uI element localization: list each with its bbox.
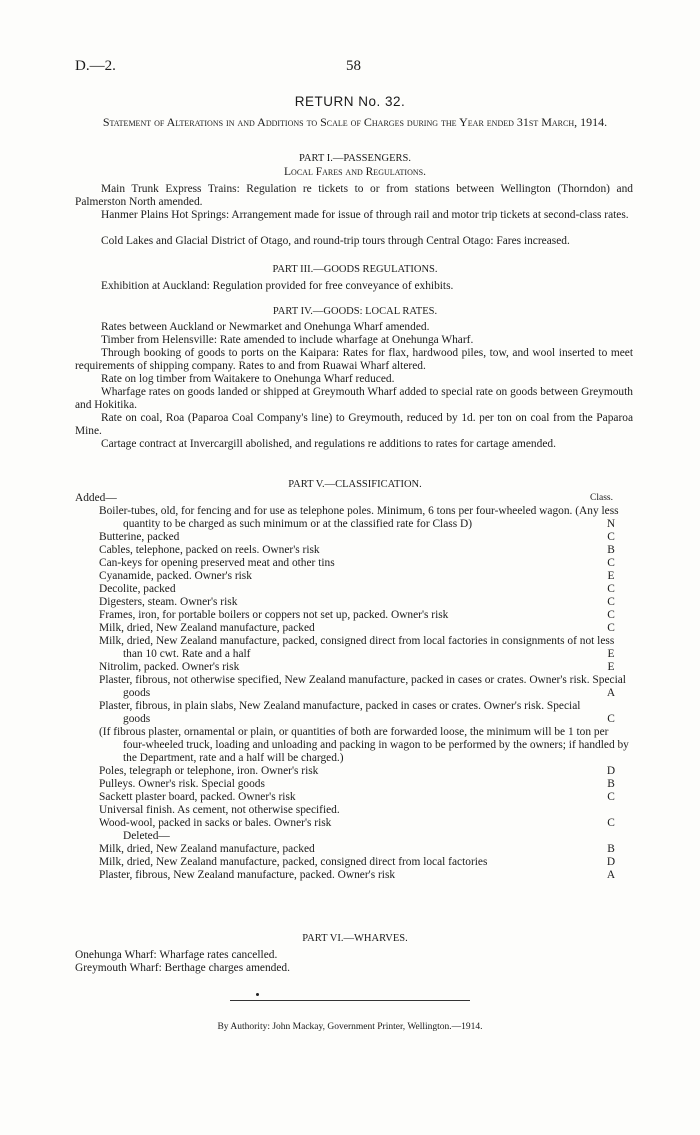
item-class: C bbox=[607, 557, 615, 569]
added-item bbox=[75, 609, 630, 622]
item-description: Nitrolim, packed. Owner's risk bbox=[99, 661, 240, 673]
item-description: Milk, dried, New Zealand manufacture, packed bbox=[99, 622, 315, 634]
part4-para-7: Cartage contract at Invercargill abolished, and regulations re additions to rates for cartage amended. bbox=[101, 438, 556, 450]
page-number: 58 bbox=[346, 58, 361, 74]
added-items bbox=[75, 505, 630, 830]
added-item bbox=[75, 557, 630, 570]
item-class: C bbox=[607, 609, 615, 621]
item-description: Milk, dried, New Zealand manufacture, packed bbox=[99, 843, 315, 855]
document-reference: D.—2. bbox=[75, 58, 116, 74]
classification-list bbox=[75, 505, 630, 882]
item-class: D bbox=[606, 856, 616, 868]
deleted-items bbox=[75, 843, 630, 882]
item-class: C bbox=[607, 596, 615, 608]
item-description: Boiler-tubes, old, for fencing and for use as telephone poles. Minimum, 6 tons per four-wheeled wagon. (Any less quantity to be charged as such minimum or at the classified rate for Class D) bbox=[99, 505, 619, 530]
part4-para-5: Wharfage rates on goods landed or shipped at Greymouth Wharf added to special rate on goods between Greymouth and Hokitika. bbox=[75, 386, 633, 411]
part1-para-3: Cold Lakes and Glacial District of Otago, and round-trip tours through Central Otago: Fares increased. bbox=[101, 235, 570, 247]
item-class: E bbox=[607, 661, 615, 673]
added-item bbox=[75, 778, 630, 791]
added-item bbox=[75, 661, 630, 674]
item-class: B bbox=[607, 544, 615, 556]
item-description: Plaster, fibrous, not otherwise specified, New Zealand manufacture, packed in cases or crates. Owner's risk. Special goods bbox=[99, 674, 626, 699]
item-description: Cables, telephone, packed on reels. Owner's risk bbox=[99, 544, 320, 556]
item-class: C bbox=[607, 531, 615, 543]
added-item bbox=[75, 726, 630, 765]
item-description: (If fibrous plaster, ornamental or plain, or quantities of both are forwarded loose, the minimum will be 1 ton per four-wheeled truck, loading and unloading and packing in wagon to be performed by the owners; if handled by the Department, rate and a half will be charged.) bbox=[99, 726, 629, 764]
deleted-item bbox=[75, 869, 630, 882]
part3-heading: PART III.—GOODS REGULATIONS. bbox=[272, 264, 438, 275]
item-class: C bbox=[607, 713, 615, 725]
part1-subheading: Local Fares and Regulations. bbox=[284, 166, 426, 178]
added-item bbox=[75, 700, 630, 726]
item-description: Wood-wool, packed in sacks or bales. Owner's risk bbox=[99, 817, 332, 829]
deleted-item bbox=[75, 856, 630, 869]
part1-para-1: Main Trunk Express Trains: Regulation re tickets to or from stations between Wellington (Thorndon) and Palmerston North amended. bbox=[75, 183, 633, 208]
part4-para-4: Rate on log timber from Waitakere to Onehunga Wharf reduced. bbox=[101, 373, 395, 385]
item-description: Plaster, fibrous, New Zealand manufacture, packed. Owner's risk bbox=[99, 869, 396, 881]
return-title: RETURN No. 32. bbox=[294, 94, 406, 109]
item-class: E bbox=[607, 570, 615, 582]
deleted-item bbox=[75, 843, 630, 856]
item-description: Can-keys for opening preserved meat and other tins bbox=[99, 557, 335, 569]
ornament-dot bbox=[256, 993, 259, 996]
added-item bbox=[75, 544, 630, 557]
printer-imprint: By Authority: John Mackay, Government Printer, Wellington.—1914. bbox=[217, 1022, 483, 1032]
part1-para-2: Hanmer Plains Hot Springs: Arrangement made for issue of through rail and motor trip tickets at second-class rates. bbox=[101, 209, 629, 221]
deleted-label: Deleted— bbox=[123, 830, 170, 842]
item-description: Butterine, packed bbox=[99, 531, 180, 543]
item-description: Decolite, packed bbox=[99, 583, 176, 595]
added-item bbox=[75, 505, 630, 531]
part6-heading: PART VI.—WHARVES. bbox=[302, 933, 408, 944]
part3-para-1: Exhibition at Auckland: Regulation provided for free conveyance of exhibits. bbox=[101, 280, 454, 292]
wharf-line-1: Onehunga Wharf: Wharfage rates cancelled. bbox=[75, 949, 278, 961]
item-class: D bbox=[606, 765, 616, 777]
item-class: C bbox=[607, 817, 615, 829]
wharf-line-2: Greymouth Wharf: Berthage charges amended. bbox=[75, 962, 290, 974]
item-class: N bbox=[606, 518, 616, 530]
item-description: Frames, iron, for portable boilers or coppers not set up, packed. Owner's risk bbox=[99, 609, 449, 621]
item-description: Poles, telegraph or telephone, iron. Owner's risk bbox=[99, 765, 319, 777]
part1-heading: PART I.—PASSENGERS. bbox=[299, 153, 411, 164]
item-description: Universal finish. As cement, not otherwise specified. bbox=[99, 804, 340, 816]
return-subtitle: Statement of Alterations in and Additions to Scale of Charges during the Year ended 31st March, 1914. bbox=[102, 115, 608, 129]
item-description: Plaster, fibrous, in plain slabs, New Zealand manufacture, packed in cases or crates. Owner's risk. Special goods bbox=[99, 700, 581, 725]
item-description: Digesters, steam. Owner's risk bbox=[99, 596, 238, 608]
item-class: B bbox=[607, 843, 615, 855]
added-item bbox=[75, 570, 630, 583]
added-item bbox=[75, 531, 630, 544]
added-item bbox=[75, 583, 630, 596]
item-description: Milk, dried, New Zealand manufacture, packed, consigned direct from local factories bbox=[99, 856, 488, 868]
item-class: A bbox=[606, 687, 616, 699]
item-class: C bbox=[607, 791, 615, 803]
added-item bbox=[75, 596, 630, 609]
item-description: Cyanamide, packed. Owner's risk bbox=[99, 570, 252, 582]
item-class: C bbox=[607, 622, 615, 634]
added-item bbox=[75, 622, 630, 635]
class-column-header: Class. bbox=[590, 493, 613, 503]
part4-para-6: Rate on coal, Roa (Paparoa Coal Company's line) to Greymouth, reduced by 1d. per ton on coal from the Paparoa Mine. bbox=[75, 412, 633, 437]
added-item bbox=[75, 674, 630, 700]
added-item bbox=[75, 791, 630, 804]
part5-heading: PART V.—CLASSIFICATION. bbox=[288, 479, 422, 490]
footer-rule bbox=[230, 1000, 470, 1001]
added-item bbox=[75, 635, 630, 661]
added-item bbox=[75, 765, 630, 778]
part4-para-2: Timber from Helensville: Rate amended to include wharfage at Onehunga Wharf. bbox=[101, 334, 474, 346]
item-description: Sackett plaster board, packed. Owner's risk bbox=[99, 791, 296, 803]
item-description: Pulleys. Owner's risk. Special goods bbox=[99, 778, 265, 790]
added-label: Added— bbox=[75, 492, 117, 504]
part4-heading: PART IV.—GOODS: LOCAL RATES. bbox=[272, 306, 438, 317]
item-description: Milk, dried, New Zealand manufacture, packed, consigned direct from local factories in consignments of not less than 10 cwt. Rate and a half bbox=[99, 635, 615, 660]
added-item bbox=[75, 817, 630, 830]
item-class: B bbox=[607, 778, 615, 790]
added-item bbox=[75, 804, 630, 817]
item-class: C bbox=[607, 583, 615, 595]
item-class: E bbox=[607, 648, 615, 660]
part4-para-3: Through booking of goods to ports on the Kaipara: Rates for flax, hardwood piles, tow, and wool inserted to meet requirements of shipping company. Rates to and from Ruawai Wharf altered. bbox=[75, 347, 633, 372]
item-class: A bbox=[606, 869, 616, 881]
part4-para-1: Rates between Auckland or Newmarket and Onehunga Wharf amended. bbox=[101, 321, 430, 333]
